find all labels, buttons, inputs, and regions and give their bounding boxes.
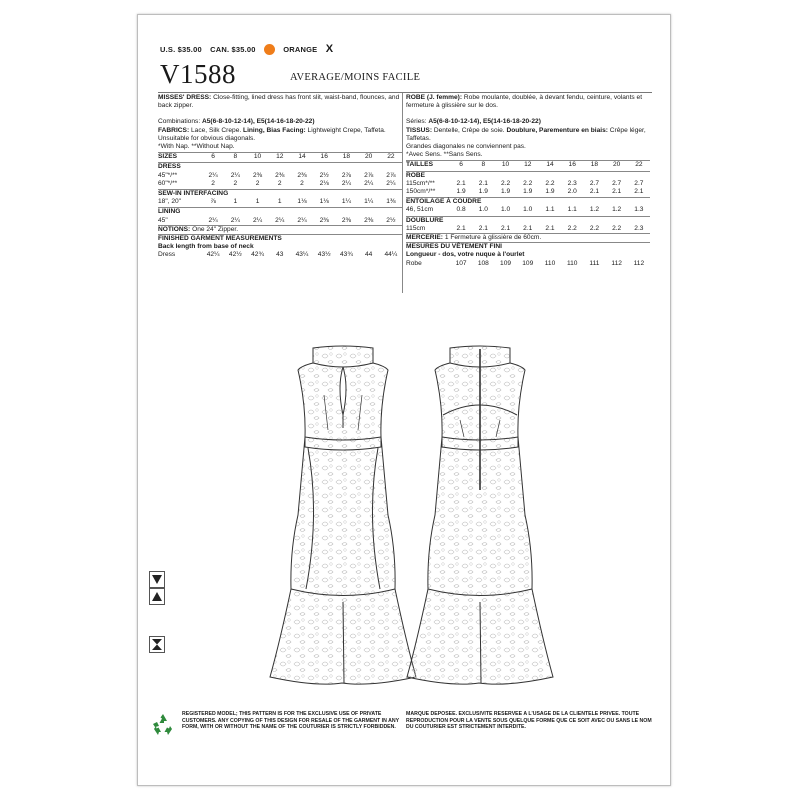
french-title: ROBE (J. femme): [406, 94, 463, 101]
french-size-20: 20 [612, 161, 621, 169]
english-unsuitable: Unsuitable for obvious diagonals. [158, 134, 256, 142]
english-finished-label: FINISHED GARMENT MEASUREMENTS [158, 234, 402, 243]
arrow-up-icon [149, 588, 165, 605]
row-value: 43¾ [340, 251, 353, 259]
row-value: 112 [633, 259, 645, 267]
row-value: 108 [477, 259, 489, 267]
french-size-12: 12 [524, 161, 532, 169]
row-value: 2⅛ [319, 179, 329, 187]
row-value: 1⅛ [297, 198, 307, 206]
row-label: Dress [158, 251, 176, 259]
row-value: 2.3 [567, 179, 577, 187]
row-value: 1⅜ [386, 198, 396, 206]
french-lining-fabrics: Crêpe léger, Taffetas. [406, 126, 646, 142]
legal-notice-french: MARQUE DEPOSEE. EXCLUSIVITE RESERVEE A L'USAGE DE LA CLIENTELE PRIVEE. TOUTE REPRODUCTION POUR LA VENTE SOUS QUELQUE FORME QUE CE SOIT AVEC OU SANS LE NOM DU COUTURIER EST STRICTEMENT INTERDITE. [406, 711, 652, 731]
row-value: 2¼ [230, 216, 240, 224]
row-value: 2¼ [341, 179, 352, 187]
english-description: Close-fitting, lined dress has front slit, waist-band, flounces, and back zipper. [158, 94, 400, 110]
english-dress-label: DRESS [158, 162, 402, 171]
french-size-22: 22 [635, 161, 643, 169]
english-notions-label: NOTIONS: [158, 225, 191, 233]
english-fabrics-label: FABRICS: [158, 126, 190, 134]
row-value: 1.9 [545, 188, 555, 196]
french-fabrics: Dentelle, Crêpe de soie. [433, 126, 505, 134]
french-notions-label: MERCERIE: [406, 234, 443, 242]
english-lining-label: Lining, Bias Facing: [243, 126, 306, 134]
row-value: 2.1 [612, 188, 622, 196]
french-finished-label: MESURES DU VÊTEMENT FINI [406, 242, 650, 251]
row-value: 42½ [228, 251, 242, 259]
pattern-envelope-back [137, 14, 671, 786]
row-label: 150cm*/** [406, 188, 436, 196]
row-value: 1.9 [500, 188, 511, 196]
dress-line-drawings [138, 15, 672, 787]
row-value: 2¼ [252, 216, 263, 224]
row-value: 2½ [319, 171, 329, 179]
english-size-22: 22 [387, 153, 395, 161]
english-size-8: 8 [233, 153, 238, 161]
row-label: 46, 51cm [406, 206, 434, 214]
row-value: 1.0 [500, 206, 511, 214]
row-value: 2¼ [208, 171, 218, 179]
english-size-12: 12 [276, 153, 284, 161]
english-fabrics: Lace, Silk Crepe. [190, 126, 242, 134]
english-back-length-label: Back length from base of neck [158, 243, 254, 251]
row-value: 2.2 [612, 224, 622, 232]
french-combinations: A5(6-8-10-12-14), E5(14-16-18-20-22) [428, 118, 541, 126]
row-value: 2¼ [208, 216, 218, 224]
french-size-18: 18 [590, 161, 599, 169]
row-value: 2 [300, 179, 304, 187]
row-value: 0.8 [456, 206, 466, 214]
row-value: 2.1 [523, 224, 533, 232]
french-nap: *Avec Sens. **Sans Sens. [406, 151, 483, 159]
row-value: 2.7 [589, 179, 600, 187]
french-sizes-label: TAILLES [406, 161, 433, 169]
row-value: 1¼ [364, 198, 374, 206]
row-value: 1.9 [456, 188, 466, 196]
french-combinations-label: Séries: [406, 118, 427, 126]
row-value: 2.1 [634, 188, 644, 196]
english-size-14: 14 [298, 153, 306, 161]
legal-notice-english: REGISTERED MODEL; THIS PATTERN IS FOR THE EXCLUSIVE USE OF PRIVATE CUSTOMERS. ANY COPYING OF THIS DESIGN FOR RESALE OF THE GARMENT IN ANY FORM, WITH OR WITHOUT THE NAME OF THE COUTURIER IS STRICTLY FORBIDDEN. [182, 711, 399, 731]
english-combinations: A5(6-8-10-12-14), E5(14-16-18-20-22) [202, 118, 315, 126]
french-size-6: 6 [459, 161, 463, 169]
fold-arrows [149, 571, 165, 653]
difficulty-level: AVERAGE/MOINS FACILE [290, 72, 421, 83]
row-value: 2.1 [545, 224, 555, 232]
row-value: 44¼ [384, 251, 398, 259]
row-value: 2 [233, 179, 238, 187]
row-value: 2⅜ [341, 216, 352, 224]
row-value: 1 [233, 198, 238, 206]
row-value: 1.9 [523, 188, 533, 196]
row-value: 1 [277, 198, 282, 206]
color-label: ORANGE [283, 45, 318, 54]
row-value: 111 [589, 259, 600, 267]
row-value: 2.2 [500, 179, 511, 187]
dress-back-view [407, 346, 553, 684]
english-lining-fabrics: Lightweight Crepe, Taffeta. [307, 126, 386, 134]
english-nap: *With Nap. **Without Nap. [158, 143, 235, 151]
row-value: 2 [277, 179, 282, 187]
hourglass-icon [149, 636, 165, 653]
row-label: 18", 20" [158, 198, 182, 206]
row-value: 112 [611, 259, 622, 267]
row-label: 115cm [406, 224, 426, 232]
english-size-10: 10 [253, 153, 262, 161]
row-value: 2.2 [589, 224, 600, 232]
french-size-8: 8 [481, 161, 486, 169]
pattern-code: V1588 [160, 59, 236, 89]
french-lining-section-label: DOUBLURE [406, 216, 650, 225]
row-value: 2 [211, 179, 215, 187]
row-value: ⅞ [210, 198, 216, 206]
row-value: 1.0 [478, 206, 488, 214]
row-value: 1.9 [478, 188, 488, 196]
row-value: 2¼ [297, 216, 307, 224]
row-value: 2⅜ [275, 171, 285, 179]
color-mark: X [325, 43, 334, 55]
row-value: 42¼ [206, 251, 220, 259]
row-value: 2¼ [230, 171, 240, 179]
row-value: 2.1 [478, 224, 488, 232]
row-value: 1.2 [612, 206, 622, 214]
row-value: 2⅞ [364, 171, 374, 179]
row-value: 2.2 [567, 224, 577, 232]
row-value: 1 [255, 198, 260, 206]
row-value: 2⅞ [386, 171, 396, 179]
english-notions: One 24" Zipper. [192, 225, 239, 233]
row-value: 110 [544, 259, 556, 267]
english-sizes-label: SIZES [158, 153, 178, 161]
english-interfacing-label: SEW-IN INTERFACING [158, 189, 402, 198]
row-value: 44 [364, 251, 373, 259]
row-value: 2¼ [364, 179, 374, 187]
english-combinations-label: Combinations: [158, 118, 201, 126]
row-label: 115cm*/** [406, 179, 435, 187]
french-size-16: 16 [568, 161, 576, 169]
dress-front-view [270, 346, 416, 684]
row-value: 42¾ [251, 251, 264, 259]
row-label: 45" [158, 216, 168, 224]
french-dress-label: ROBE [406, 171, 650, 180]
row-label: 60"*/** [158, 179, 178, 187]
row-value: 2½ [386, 216, 396, 224]
french-unsuitable: Grandes diagonales ne conviennent pas. [406, 143, 526, 151]
us-price: U.S. $35.00 [160, 45, 202, 54]
english-size-16: 16 [320, 153, 328, 161]
row-value: 1.0 [523, 206, 533, 214]
row-value: 43½ [317, 251, 331, 259]
row-value: 109 [500, 259, 512, 267]
english-size-18: 18 [342, 153, 351, 161]
row-value: 107 [455, 259, 467, 267]
french-description: Robe moulante, doublée, à devant fendu, ceinture, volants et fermeture à glissière sur le dos. [406, 94, 643, 110]
row-value: 2.0 [567, 188, 577, 196]
arrow-down-icon [149, 571, 165, 588]
row-value: 2.1 [500, 224, 511, 232]
row-value: 43¼ [295, 251, 309, 259]
row-value: 2¼ [386, 179, 396, 187]
row-value: 2⅜ [297, 171, 307, 179]
row-value: 2.1 [478, 179, 488, 187]
row-value: 1.2 [589, 206, 600, 214]
row-value: 1⅛ [319, 198, 329, 206]
row-label: Robe [406, 259, 422, 267]
english-lining-section-label: LINING [158, 207, 402, 216]
row-value: 2.1 [589, 188, 600, 196]
french-interfacing-label: ENTOILAGE À COUDRE [406, 197, 650, 206]
row-value: 2⅜ [319, 216, 329, 224]
row-value: 2⅜ [252, 171, 263, 179]
row-value: 110 [566, 259, 578, 267]
row-value: 2.3 [634, 224, 644, 232]
can-price: CAN. $35.00 [210, 45, 256, 54]
french-size-14: 14 [546, 161, 554, 169]
row-value: 2.1 [456, 179, 466, 187]
row-value: 2.2 [545, 179, 555, 187]
row-value: 2.2 [523, 179, 533, 187]
french-fabrics-label: TISSUS: [406, 126, 433, 134]
row-value: 1¼ [341, 198, 352, 206]
row-value: 43 [276, 251, 284, 259]
row-value: 2¼ [275, 216, 285, 224]
row-value: 2⅜ [364, 216, 374, 224]
row-label: 45"*/** [158, 171, 178, 179]
row-value: 1.1 [567, 206, 577, 214]
row-value: 2⅞ [341, 171, 352, 179]
row-value: 2.7 [612, 179, 622, 187]
english-size-6: 6 [211, 153, 215, 161]
french-lining-label: Doublure, Parementure en biais: [506, 126, 608, 134]
row-value: 2.7 [634, 179, 644, 187]
french-back-length-label: Longueur - dos, votre nuque à l'ourlet [406, 251, 525, 259]
french-notions: 1 Fermeture à glissière de 60cm. [444, 234, 542, 242]
english-size-20: 20 [364, 153, 373, 161]
row-value: 2.1 [456, 224, 466, 232]
row-value: 1.1 [545, 206, 555, 214]
french-size-10: 10 [501, 161, 510, 169]
recycle-icon [150, 712, 176, 738]
row-value: 1.3 [634, 206, 644, 214]
english-title: MISSES' DRESS: [158, 94, 212, 101]
row-value: 2 [255, 179, 260, 187]
row-value: 109 [522, 259, 534, 267]
